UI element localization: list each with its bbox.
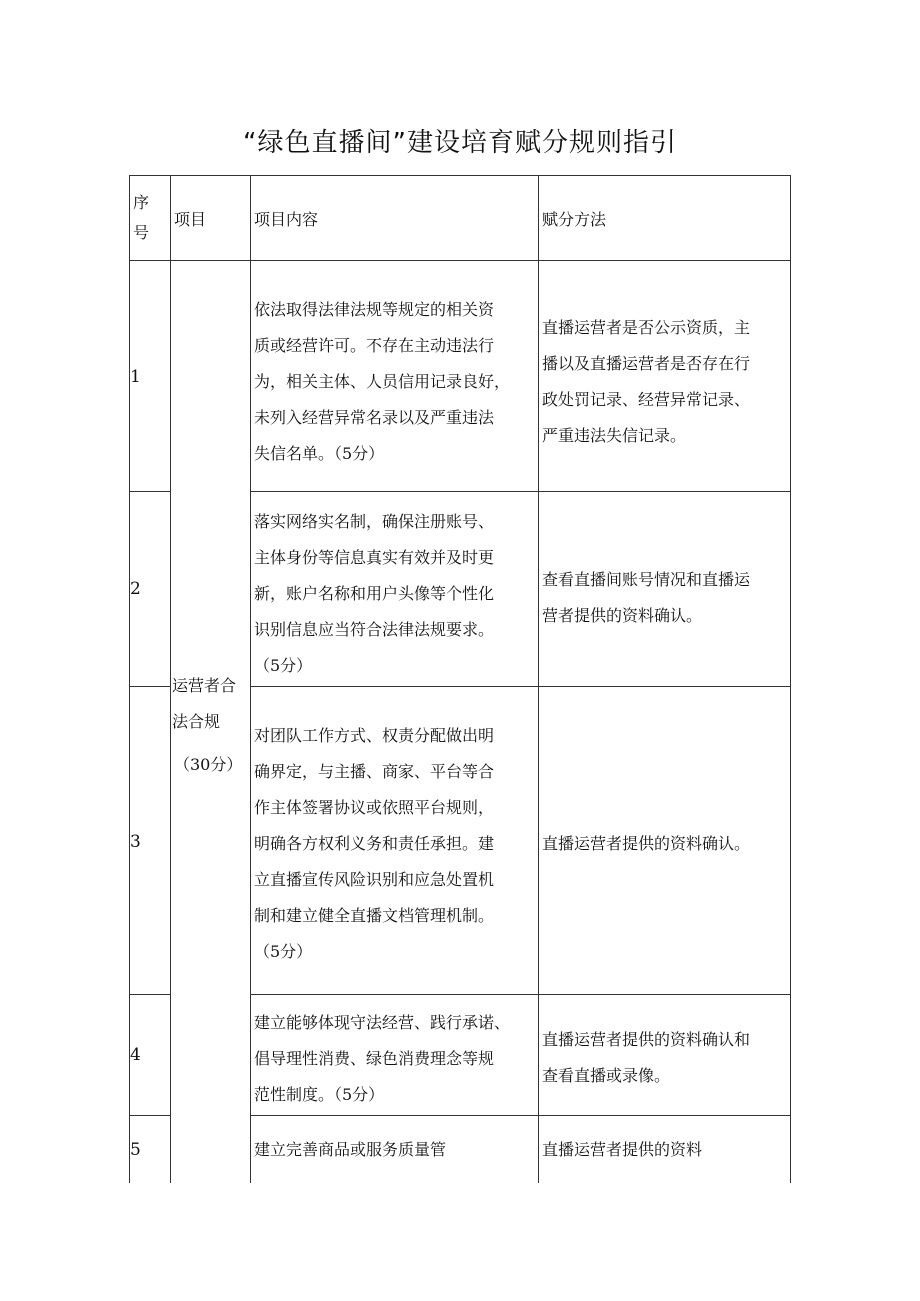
row-divider bbox=[250, 1115, 791, 1116]
row-divider bbox=[129, 1115, 170, 1116]
column-border bbox=[129, 175, 130, 1183]
row-index: 4 bbox=[130, 1045, 141, 1065]
header-bottom-border bbox=[129, 260, 791, 261]
row-divider bbox=[250, 994, 791, 995]
table-top-border bbox=[129, 175, 791, 176]
row-content: 依法取得法律法规等规定的相关资 质或经营许可。不存在主动违法行 为，相关主体、人员信用记录良好， 未列入经营异常名录以及严重违法 失信名单。（5分） bbox=[254, 300, 511, 463]
row-index: 1 bbox=[130, 367, 141, 387]
row-index: 2 bbox=[130, 579, 141, 599]
column-border bbox=[790, 175, 791, 1183]
row-method: 查看直播间账号情况和直播运 营者提供的资料确认。 bbox=[542, 570, 751, 625]
row-divider bbox=[129, 686, 170, 687]
row-divider bbox=[250, 491, 791, 492]
header-content: 项目内容 bbox=[254, 210, 319, 229]
document-title: “绿色直播间”建设培育赋分规则指引 bbox=[243, 128, 677, 158]
row-content: 落实网络实名制，确保注册账号、 主体身份等信息真实有效并及时更 新，账户名称和用户头像等个性化 识别信息应当符合法律法规要求。 （5分） bbox=[254, 512, 495, 675]
header-index: 序 号 bbox=[133, 193, 150, 242]
header-method: 赋分方法 bbox=[542, 210, 607, 229]
row-method: 直播运营者是否公示资质，主 播以及直播运营者是否存在行 政处罚记录、经营异常记录、 严重违法失信记录。 bbox=[542, 318, 751, 445]
row-divider bbox=[250, 686, 791, 687]
category-label: 运营者合 法合规 bbox=[172, 676, 237, 731]
row-method: 直播运营者提供的资料确认。 bbox=[542, 834, 751, 853]
column-border bbox=[170, 175, 171, 1183]
row-divider bbox=[129, 994, 170, 995]
column-border bbox=[250, 175, 251, 1183]
category-score: （30分） bbox=[174, 755, 243, 774]
row-index: 3 bbox=[130, 832, 141, 852]
header-item: 项目 bbox=[174, 210, 207, 229]
row-content: 建立能够体现守法经营、践行承诺、 倡导理性消费、绿色消费理念等规 范性制度。（5分） bbox=[254, 1013, 511, 1104]
row-divider bbox=[129, 491, 170, 492]
row-content: 建立完善商品或服务质量管 bbox=[254, 1140, 447, 1159]
row-method: 直播运营者提供的资料 bbox=[542, 1140, 703, 1159]
row-method: 直播运营者提供的资料确认和 查看直播或录像。 bbox=[542, 1030, 751, 1085]
row-index: 5 bbox=[130, 1140, 141, 1160]
row-content: 对团队工作方式、权责分配做出明 确界定，与主播、商家、平台等合 作主体签署协议或依照平台规则， 明确各方权利义务和责任承担。建 立直播宣传风险识别和应急处置机 制和建立健全直播文档管理机制。 （5分） bbox=[254, 726, 495, 961]
